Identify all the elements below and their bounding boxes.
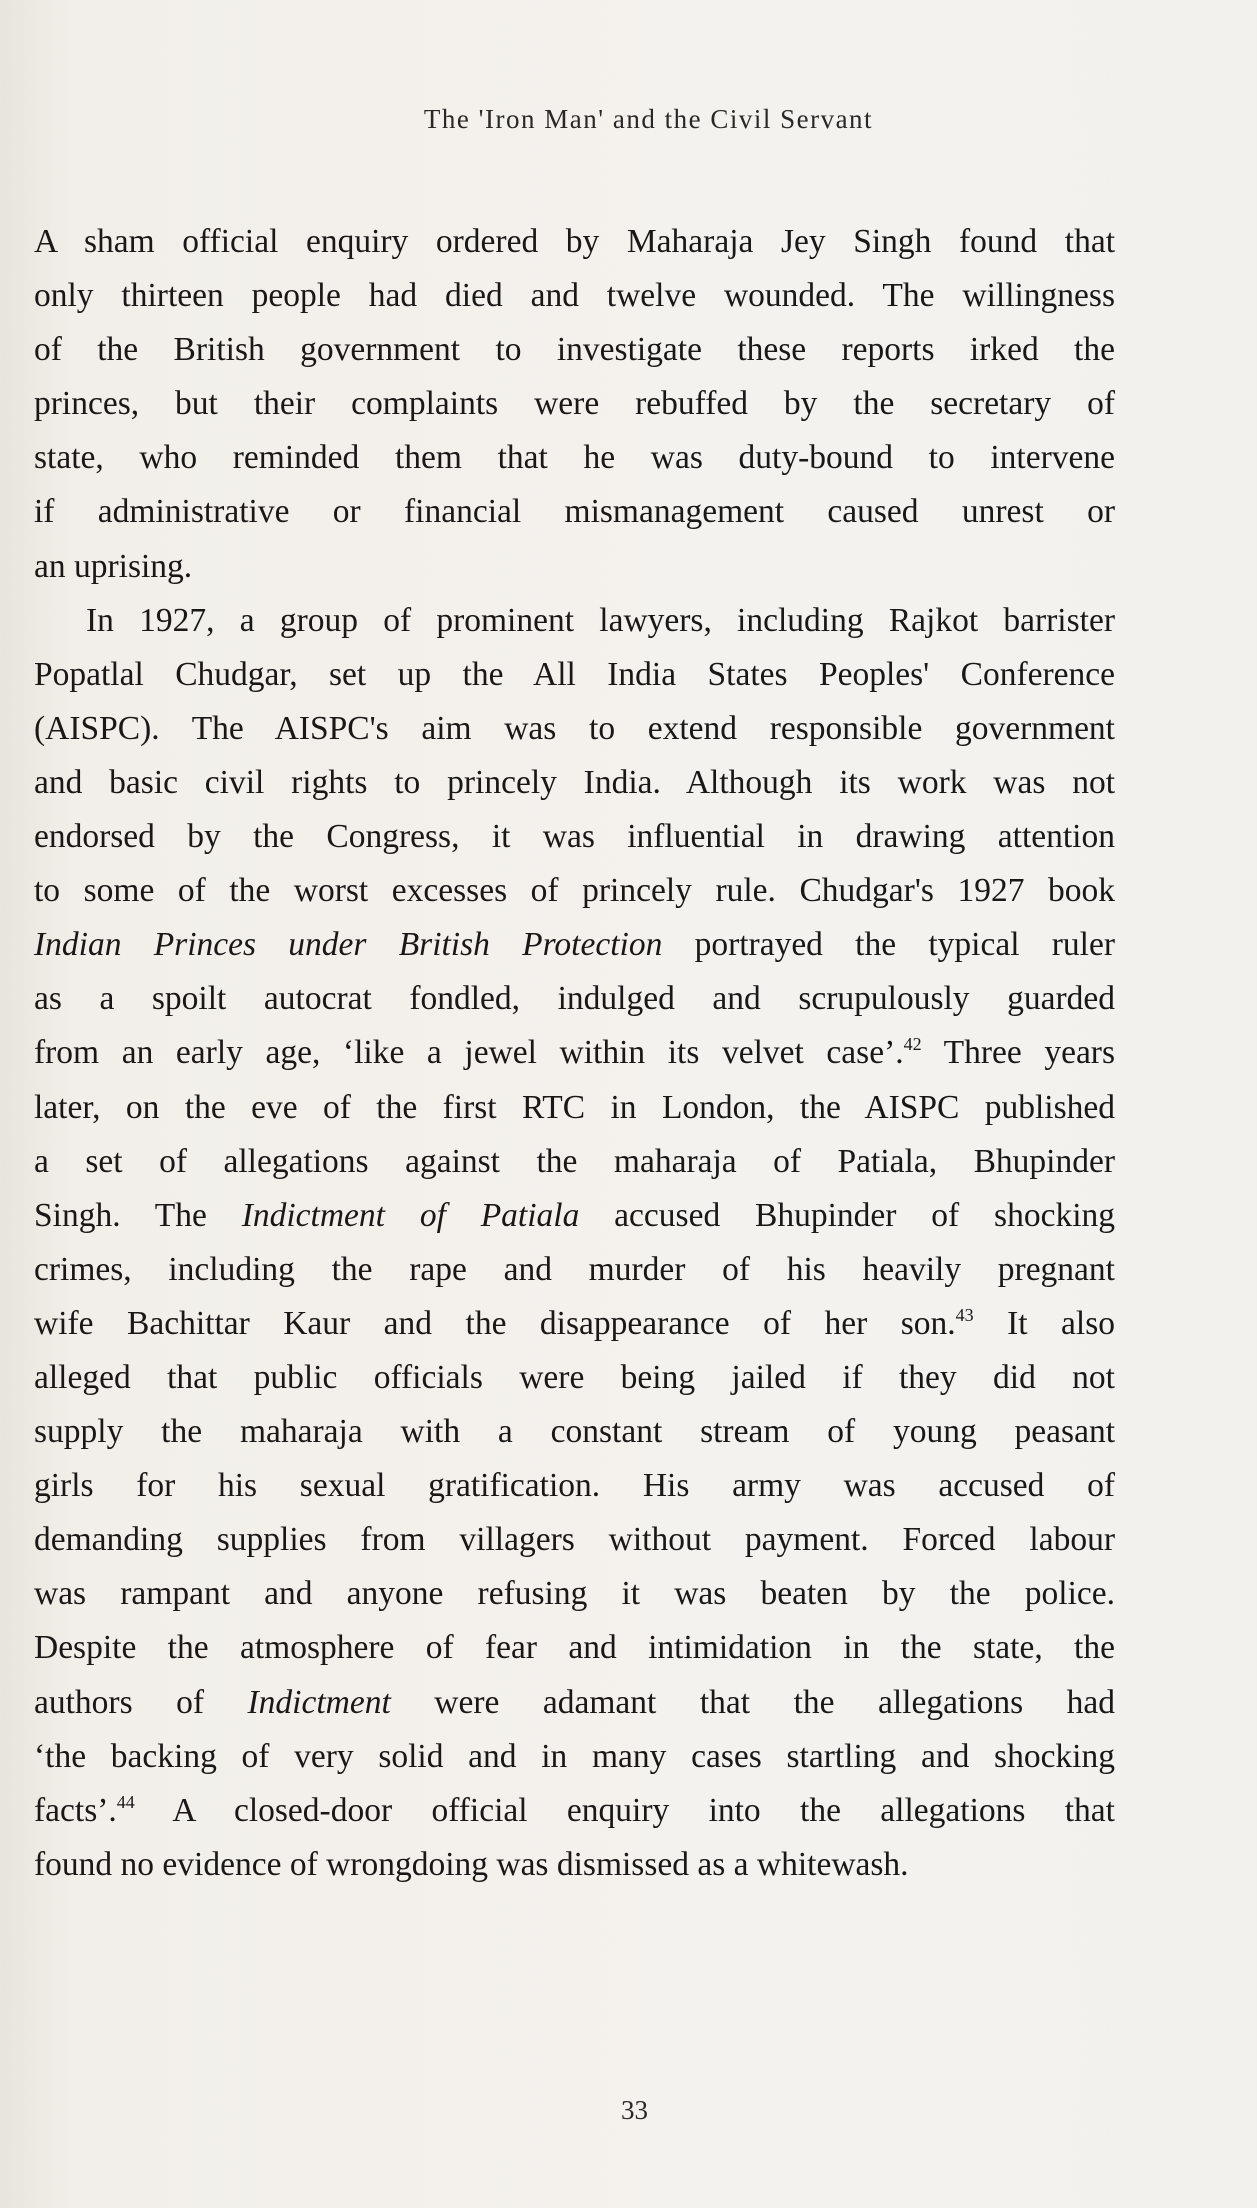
- text-line: an uprising.: [34, 547, 193, 585]
- text-line: to some of the worst excesses of princely rule. Chudgar's 1927 book: [34, 872, 1115, 910]
- footnote-marker[interactable]: 42: [903, 1034, 922, 1055]
- text-line: (AISPC). The AISPC's aim was to extend responsible government: [34, 709, 1115, 747]
- text-line: crimes, including the rape and murder of his heavily pregnant: [34, 1250, 1115, 1288]
- italic-title: Indictment: [247, 1683, 391, 1721]
- text-line: was rampant and anyone refusing it was beaten by the police.: [34, 1575, 1115, 1613]
- text-line: supply the maharaja with a constant stream of young peasant: [34, 1413, 1115, 1451]
- text-line: state, who reminded them that he was duty-bound to intervene: [34, 439, 1115, 477]
- text-line: if administrative or financial mismanagement caused unrest or: [34, 493, 1115, 531]
- footnote-marker[interactable]: 44: [116, 1791, 135, 1812]
- footnote-marker[interactable]: 43: [955, 1304, 974, 1325]
- text-line: only thirteen people had died and twelve wounded. The willingness: [34, 277, 1115, 315]
- text-line: found no evidence of wrongdoing was dismissed as a whitewash.: [34, 1845, 909, 1883]
- text-line: from an early age, ‘like a jewel within its velvet case’.$^{42}$ Three years: [34, 1034, 1115, 1072]
- paragraph: [34, 594, 1115, 1892]
- text-line: a set of allegations against the maharaja of Patiala, Bhupinder: [34, 1142, 1115, 1180]
- text-line: wife Bachittar Kaur and the disappearance of her son.$^{43}$ It also: [34, 1304, 1115, 1342]
- paragraph: [34, 215, 1115, 594]
- text-line: Singh. The Indictment of Patiala accused Bhupinder of shocking: [34, 1196, 1115, 1234]
- page-number: 33: [621, 2095, 648, 2125]
- text-line: as a spoilt autocrat fondled, indulged and scrupulously guarded: [34, 980, 1115, 1018]
- text-line: In 1927, a group of prominent lawyers, including Rajkot barrister: [86, 601, 1115, 639]
- text-line: Indian Princes under British Protection portrayed the typical ruler: [34, 926, 1116, 964]
- text-line: demanding supplies from villagers without payment. Forced labour: [34, 1521, 1115, 1559]
- text-line: of the British government to investigate these reports irked the: [34, 331, 1115, 369]
- body-text: [34, 215, 1115, 1892]
- text-line: A sham official enquiry ordered by Maharaja Jey Singh found that: [34, 223, 1115, 260]
- text-line: princes, but their complaints were rebuffed by the secretary of: [34, 385, 1115, 423]
- text-line: authors of Indictment were adamant that the allegations had: [34, 1683, 1115, 1721]
- text-line: facts’.$^{44}$ A closed-door official enquiry into the allegations that: [34, 1791, 1115, 1829]
- text-line: endorsed by the Congress, it was influential in drawing attention: [34, 818, 1115, 856]
- text-line: later, on the eve of the first RTC in London, the AISPC published: [34, 1088, 1115, 1126]
- running-head: The 'Iron Man' and the Civil Servant: [423, 104, 874, 134]
- text-line: alleged that public officials were being jailed if they did not: [34, 1358, 1115, 1396]
- text-line: and basic civil rights to princely India. Although its work was not: [34, 763, 1115, 801]
- text-line: Popatlal Chudgar, set up the All India States Peoples' Conference: [34, 655, 1115, 693]
- italic-title: Indictment of Patiala: [241, 1196, 580, 1234]
- italic-title: Indian Princes under British Protection: [34, 926, 663, 964]
- text-line: ‘the backing of very solid and in many cases startling and shocking: [34, 1737, 1115, 1775]
- text-line: girls for his sexual gratification. His army was accused of: [34, 1467, 1115, 1505]
- text-line: Despite the atmosphere of fear and intimidation in the state, the: [34, 1629, 1115, 1667]
